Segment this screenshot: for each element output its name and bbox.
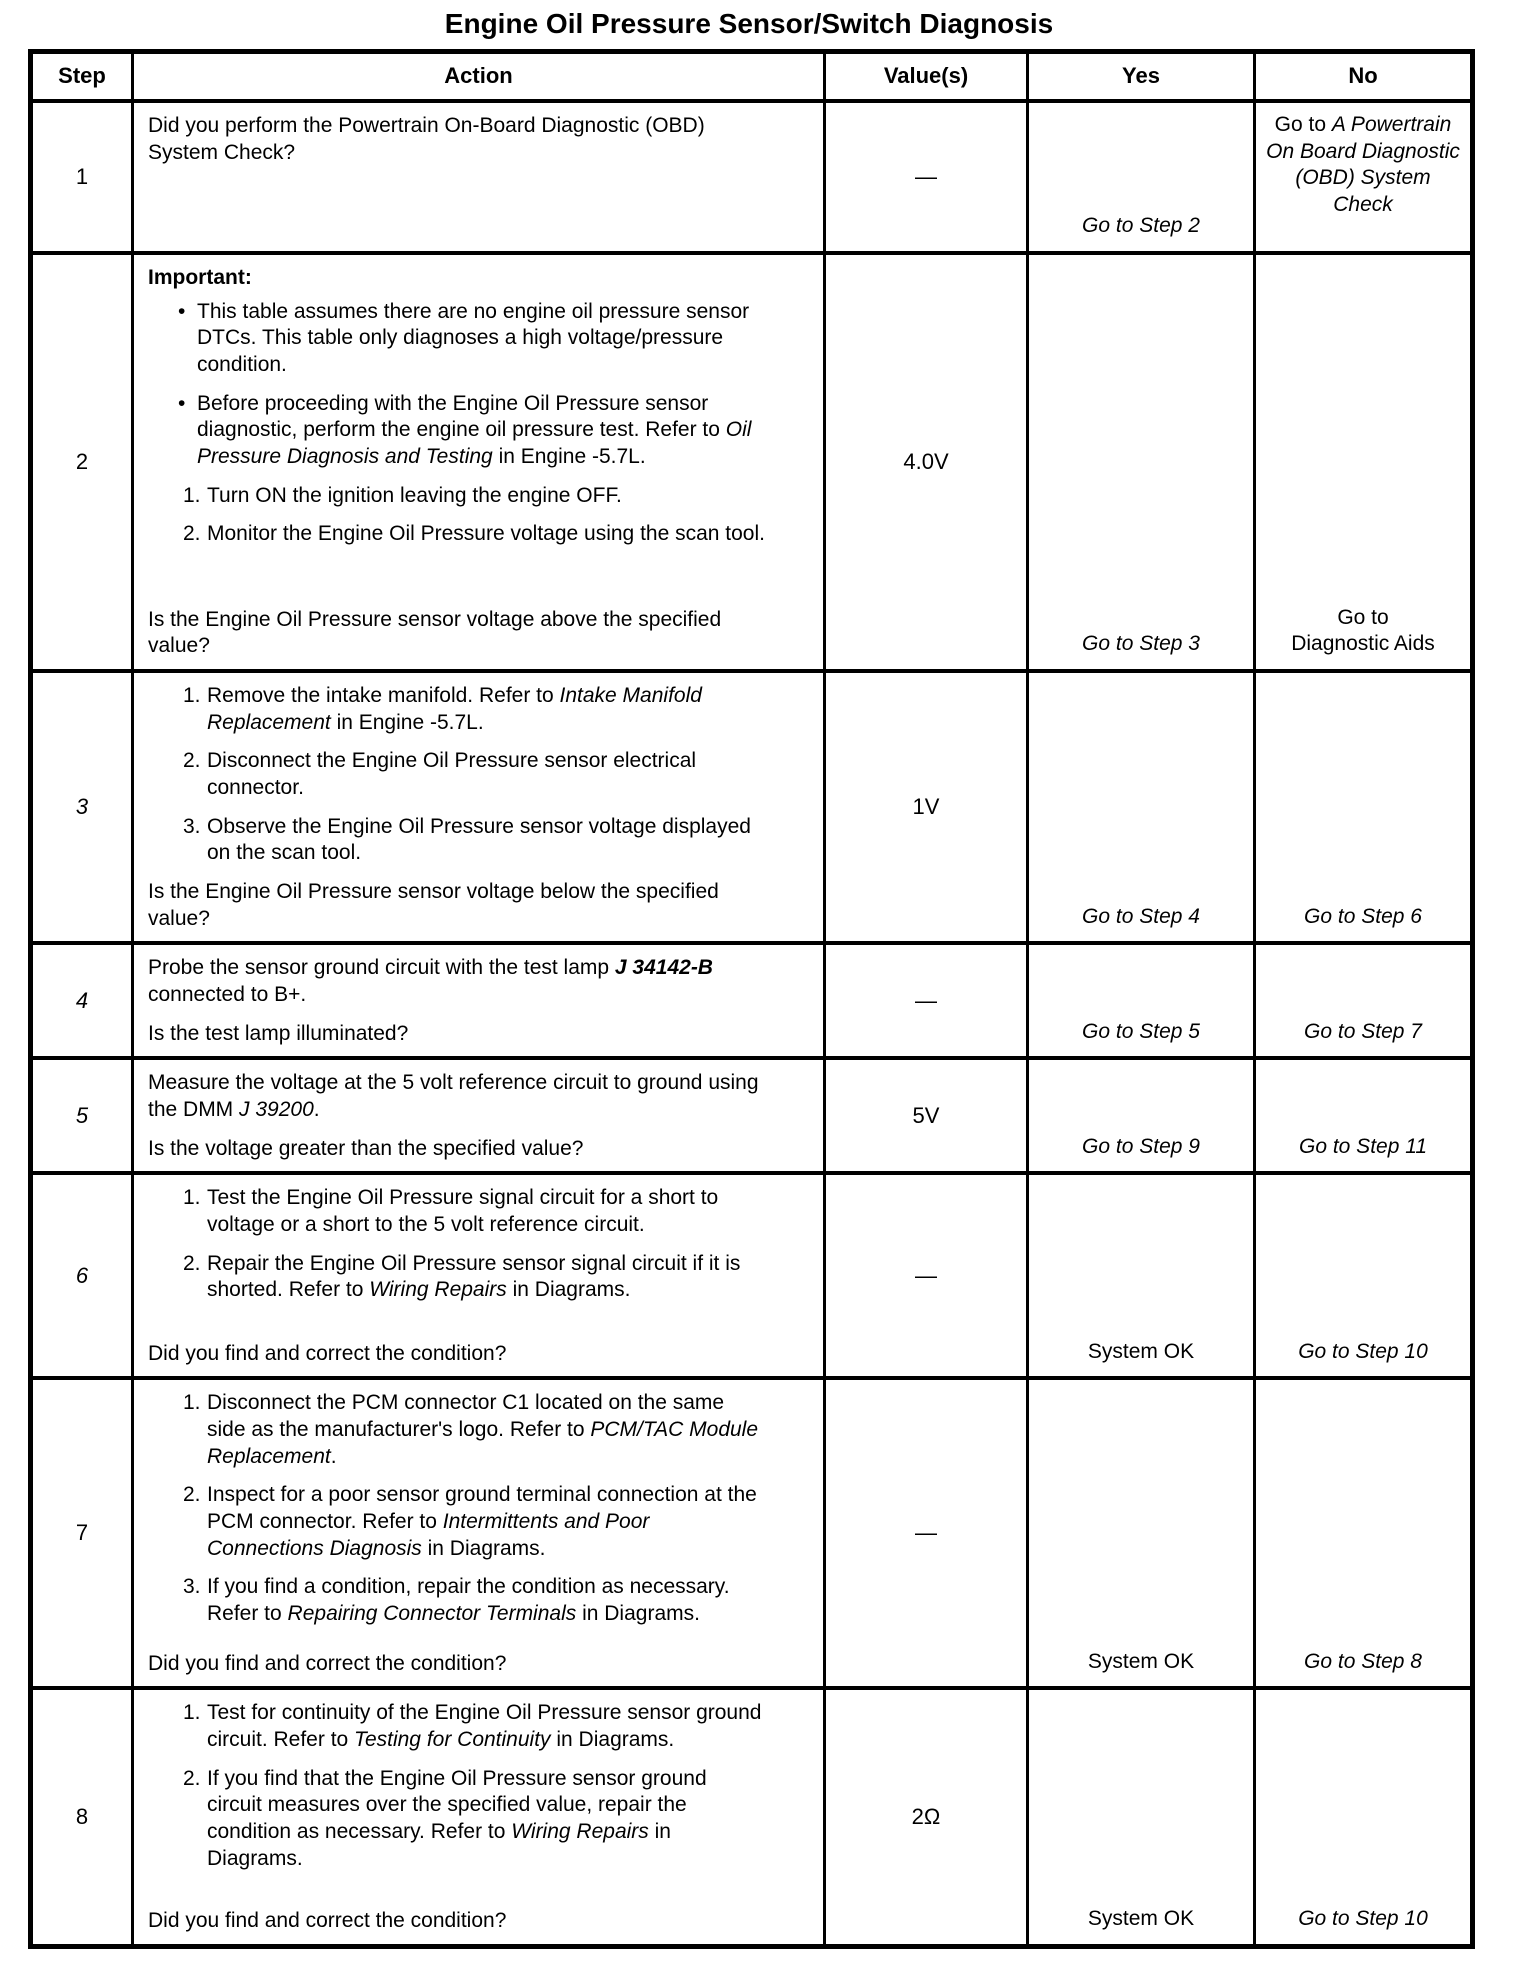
text-segment: in Diagrams. [506, 1278, 631, 1302]
text-segment: in Diagrams. [576, 1601, 700, 1625]
bullet-icon: • [178, 391, 186, 415]
header-row [31, 51, 1473, 101]
list-number: 2. [183, 749, 201, 773]
block-text [197, 299, 767, 379]
no-cell [1255, 1173, 1473, 1378]
list-number: 1. [183, 1186, 201, 1210]
text-segment: Repair the Engine Oil Pressure sensor signal circuit if it is shorted. Refer to [207, 1251, 741, 1302]
text-segment: Go to [1274, 113, 1332, 137]
action-numbered-item [148, 1390, 767, 1470]
action-heading [148, 265, 767, 292]
text-segment: PCM/TAC Module Replacement [207, 1417, 759, 1468]
step-cell [31, 671, 133, 943]
text-segment: Inspect for a poor sensor ground terminal connection at the PCM connector. Refer to [207, 1483, 757, 1533]
block-text [148, 1021, 767, 1048]
no-cell [1255, 671, 1473, 943]
yes-cell [1028, 1688, 1255, 1946]
text-segment: Turn ON the ignition leaving the engine OFF. [207, 483, 622, 507]
text-segment: . [330, 1444, 337, 1468]
text-segment: Go to Step 10 [1298, 1907, 1428, 1931]
text-segment: System OK [1087, 1907, 1195, 1931]
action-question [148, 607, 767, 660]
table-row [31, 671, 1473, 943]
action-numbered-item [148, 1574, 767, 1627]
step-cell [31, 943, 133, 1058]
text-segment: Go to Step 11 [1298, 1134, 1428, 1158]
text-segment: Go to Step 6 [1304, 904, 1422, 928]
yes-cell [1028, 943, 1255, 1058]
text-segment: Test for continuity of the Engine Oil Pressure sensor ground circuit. Refer to [207, 1701, 762, 1751]
action-numbered-item [148, 683, 767, 736]
action-content [148, 1390, 767, 1677]
step-number: 3 [75, 794, 89, 820]
action-paragraph [148, 955, 767, 1008]
table-row [31, 1058, 1473, 1173]
list-number: 2. [183, 1766, 201, 1790]
value-text: — [915, 1520, 937, 1546]
action-content [148, 1185, 767, 1367]
yes-cell [1028, 671, 1255, 943]
action-content [148, 1070, 767, 1162]
step-number: 7 [75, 1520, 89, 1546]
value-text: — [915, 164, 937, 190]
text-segment: in Engine -5.7L. [492, 444, 646, 468]
list-number: 3. [183, 814, 201, 838]
value-cell [825, 1173, 1028, 1378]
text-segment: Before proceeding with the Engine Oil Pressure sensor diagnostic, perform the engine oil pressure test. Refer to [197, 391, 726, 442]
action-numbered-item [148, 1251, 767, 1304]
block-text [207, 1390, 767, 1470]
value-text: — [915, 1262, 937, 1288]
text-segment: System OK [1087, 1339, 1195, 1363]
text-segment: System OK [1087, 1649, 1195, 1673]
text-segment: Monitor the Engine Oil Pressure voltage using the scan tool. [207, 522, 765, 546]
action-paragraph [148, 1070, 767, 1123]
step-cell [31, 1173, 133, 1378]
step-cell [31, 1688, 133, 1946]
table-header [31, 51, 1473, 101]
text-segment: Intake Manifold Replacement [207, 684, 702, 734]
step-number: 5 [75, 1102, 89, 1128]
block-text [207, 683, 767, 736]
text-segment: Repairing Connector Terminals [287, 1601, 577, 1625]
value-cell [825, 101, 1028, 253]
step-number: 2 [75, 449, 89, 475]
text-segment: Intermittents and Poor Connections Diagnosis [207, 1509, 650, 1560]
action-cell [133, 671, 825, 943]
table-row [31, 1378, 1473, 1688]
column-header-step: Step [31, 51, 133, 101]
action-content [148, 683, 767, 932]
text-segment: Is the Engine Oil Pressure sensor voltage below the specified value? [148, 879, 719, 930]
step-number: 1 [75, 164, 89, 190]
no-text [1266, 113, 1460, 216]
text-segment: If you find that the Engine Oil Pressure sensor ground circuit measures over the specified value, repair the condition as necessary. Refer to [207, 1766, 707, 1843]
text-segment: Diagnostic Aids [1291, 632, 1435, 656]
text-segment: Did you find and correct the condition? [148, 1341, 507, 1365]
block-text [207, 1766, 767, 1873]
text-segment: Did you find and correct the condition? [148, 1651, 507, 1675]
no-text [1304, 1650, 1422, 1673]
no-text [1298, 1340, 1428, 1363]
text-segment: Go to Step 4 [1082, 904, 1200, 928]
list-number: 1. [183, 684, 201, 708]
block-text [148, 955, 767, 1008]
text-segment: Observe the Engine Oil Pressure sensor voltage displayed on the scan tool. [207, 814, 751, 865]
text-segment: If you find a condition, repair the condition as necessary. Refer to [207, 1575, 730, 1625]
no-cell [1255, 943, 1473, 1058]
text-segment: in Diagrams. [207, 1819, 671, 1870]
yes-text [1088, 1340, 1194, 1363]
action-question [148, 879, 767, 932]
no-text [1298, 1907, 1428, 1930]
block-text [207, 483, 767, 510]
table-body [31, 101, 1473, 1946]
block-text [148, 1136, 767, 1163]
text-segment: Go to Step 9 [1082, 1134, 1200, 1158]
value-text: 1V [912, 794, 940, 820]
text-segment: Go to Step 3 [1082, 632, 1200, 656]
action-numbered-item [148, 521, 767, 548]
text-segment: Go to [1337, 605, 1389, 629]
step-cell [31, 101, 133, 253]
text-segment: in Engine -5.7L. [330, 710, 484, 734]
action-cell [133, 1378, 825, 1688]
block-text [148, 1651, 767, 1678]
action-cell [133, 101, 825, 253]
text-segment: in Diagrams. [421, 1536, 546, 1560]
text-segment: Wiring Repairs [369, 1278, 507, 1302]
action-numbered-item [148, 1766, 767, 1873]
text-segment: connected to B+. [148, 982, 307, 1006]
no-text [1304, 1020, 1422, 1043]
block-text [148, 1341, 767, 1368]
text-segment: Disconnect the Engine Oil Pressure sensor electrical connector. [207, 749, 697, 800]
list-number: 1. [183, 483, 201, 507]
text-segment: This table assumes there are no engine oil pressure sensor DTCs. This table only diagnoses a high voltage/pressure condition. [197, 299, 750, 377]
diagnosis-table [28, 49, 1475, 1949]
text-segment: Disconnect the PCM connector C1 located on the same side as the manufacturer's logo. Refer to [207, 1391, 725, 1441]
action-cell [133, 1058, 825, 1173]
text-segment: Go to Step 2 [1082, 214, 1200, 238]
action-content [148, 1700, 767, 1935]
value-text: 2Ω [911, 1804, 941, 1830]
yes-text [1082, 632, 1200, 655]
action-bullet-item [148, 299, 767, 379]
text-segment: Testing for Continuity [354, 1727, 551, 1751]
text-segment: Go to Step 8 [1304, 1649, 1422, 1673]
action-question [148, 1651, 767, 1678]
text-segment: Test the Engine Oil Pressure signal circuit for a short to voltage or a short to the 5 volt reference circuit. [207, 1186, 719, 1236]
list-number: 2. [183, 1251, 201, 1275]
text-segment: Oil Pressure Diagnosis and Testing [197, 418, 752, 468]
text-segment: A Powertrain On Board Diagnostic (OBD) System Check [1266, 113, 1460, 217]
yes-text [1088, 1650, 1194, 1673]
yes-cell [1028, 1173, 1255, 1378]
action-question [148, 1908, 767, 1935]
action-content [148, 113, 767, 242]
table-row [31, 101, 1473, 253]
column-header-action: Action [133, 51, 825, 101]
block-text [148, 1908, 767, 1935]
action-numbered-item [148, 748, 767, 801]
table-row [31, 1173, 1473, 1378]
bullet-icon: • [178, 299, 186, 323]
step-cell [31, 1378, 133, 1688]
text-segment: Measure the voltage at the 5 volt reference circuit to ground using the DMM [148, 1071, 759, 1121]
block-text [207, 1251, 767, 1304]
action-cell [133, 943, 825, 1058]
action-question [148, 1341, 767, 1368]
action-question [148, 1021, 767, 1048]
yes-text [1082, 214, 1200, 237]
text-segment: J 39200 [239, 1097, 314, 1121]
value-cell [825, 1378, 1028, 1688]
text-segment: Go to Step 5 [1082, 1019, 1200, 1043]
text-segment: in Diagrams. [550, 1727, 675, 1751]
value-cell [825, 671, 1028, 943]
step-cell [31, 1058, 133, 1173]
no-text [1304, 905, 1422, 928]
value-cell [825, 943, 1028, 1058]
list-number: 2. [183, 522, 201, 546]
text-segment: Important: [148, 266, 252, 290]
block-text [148, 879, 767, 932]
action-question [148, 1136, 767, 1163]
no-text [1299, 1135, 1427, 1158]
no-cell [1255, 1378, 1473, 1688]
list-number: 1. [183, 1391, 201, 1415]
action-content [148, 955, 767, 1047]
action-numbered-item [148, 814, 767, 867]
text-segment: Go to Step 7 [1304, 1019, 1422, 1043]
yes-cell [1028, 1058, 1255, 1173]
list-number: 1. [183, 1701, 201, 1725]
text-segment: Go to Step 10 [1298, 1339, 1428, 1363]
text-segment: Wiring Repairs [511, 1819, 649, 1843]
block-text [207, 814, 767, 867]
action-numbered-item [148, 1482, 767, 1562]
action-paragraph [148, 113, 767, 166]
yes-text [1082, 1020, 1200, 1043]
table-row [31, 943, 1473, 1058]
step-number: 8 [75, 1804, 89, 1830]
text-segment: Remove the intake manifold. Refer to [207, 684, 560, 708]
list-number: 2. [183, 1483, 201, 1507]
action-content [148, 265, 767, 660]
step-number: 4 [75, 987, 89, 1013]
text-segment: J 34142-B [614, 956, 713, 980]
no-cell [1255, 1058, 1473, 1173]
value-text: — [915, 987, 937, 1013]
column-header-yes: Yes [1028, 51, 1255, 101]
action-bullet-item [148, 391, 767, 471]
table-row [31, 253, 1473, 671]
yes-cell [1028, 253, 1255, 671]
value-text: 5V [912, 1102, 940, 1128]
no-text [1291, 606, 1435, 656]
block-text [207, 521, 767, 548]
step-cell [31, 253, 133, 671]
page-title: Engine Oil Pressure Sensor/Switch Diagnosis [444, 8, 1054, 39]
block-text [207, 1482, 767, 1562]
block-text [197, 391, 767, 471]
action-numbered-item [148, 483, 767, 510]
text-segment: Is the Engine Oil Pressure sensor voltage above the specified value? [148, 607, 722, 658]
value-cell [825, 1688, 1028, 1946]
block-text [207, 748, 767, 801]
text-segment: . [313, 1097, 320, 1121]
yes-text [1088, 1907, 1194, 1930]
block-text [207, 1574, 767, 1627]
no-cell [1255, 1688, 1473, 1946]
step-number: 6 [75, 1262, 89, 1288]
value-cell [825, 1058, 1028, 1173]
block-text [207, 1185, 767, 1238]
action-cell [133, 1688, 825, 1946]
block-text [148, 1070, 767, 1123]
yes-cell [1028, 101, 1255, 253]
action-cell [133, 253, 825, 671]
text-segment: Is the test lamp illuminated? [148, 1021, 409, 1045]
action-numbered-item [148, 1700, 767, 1753]
column-header-no: No [1255, 51, 1473, 101]
column-header-values: Value(s) [825, 51, 1028, 101]
text-segment: Is the voltage greater than the specified value? [148, 1136, 584, 1160]
block-text [148, 113, 767, 166]
text-segment: Did you find and correct the condition? [148, 1909, 507, 1933]
table-row [31, 1688, 1473, 1946]
block-text [148, 265, 767, 292]
value-cell [825, 253, 1028, 671]
action-numbered-item [148, 1185, 767, 1238]
text-segment: Did you perform the Powertrain On-Board Diagnostic (OBD) System Check? [148, 114, 705, 164]
action-cell [133, 1173, 825, 1378]
no-cell [1255, 253, 1473, 671]
no-cell [1255, 101, 1473, 253]
block-text [207, 1700, 767, 1753]
yes-text [1082, 905, 1200, 928]
value-text: 4.0V [903, 449, 949, 475]
yes-cell [1028, 1378, 1255, 1688]
block-text [148, 607, 767, 660]
yes-text [1082, 1135, 1200, 1158]
text-segment: Probe the sensor ground circuit with the test lamp [148, 956, 615, 980]
list-number: 3. [183, 1575, 201, 1599]
